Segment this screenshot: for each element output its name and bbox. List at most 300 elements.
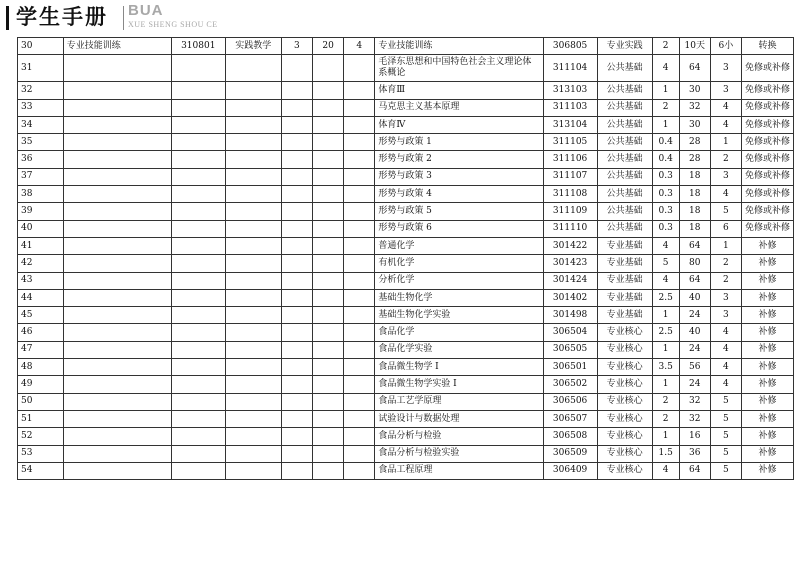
table-row <box>18 186 794 203</box>
conversion: 免修或补修 <box>741 116 793 133</box>
orig-hours <box>313 99 344 116</box>
conversion: 补修 <box>741 445 793 462</box>
page-header <box>6 3 306 33</box>
course-name: 食品微生物学 I <box>375 359 543 376</box>
orig-credit <box>281 186 312 203</box>
course-name: 食品化学 <box>375 324 543 341</box>
course-type: 公共基础 <box>597 116 652 133</box>
orig-course-name <box>63 272 171 289</box>
hours: 64 <box>679 272 710 289</box>
orig-credit <box>281 289 312 306</box>
course-type: 专业核心 <box>597 341 652 358</box>
orig-hours: 20 <box>313 38 344 55</box>
orig-hours <box>313 186 344 203</box>
orig-credit <box>281 324 312 341</box>
credit: 4 <box>652 237 679 254</box>
hours: 18 <box>679 220 710 237</box>
course-code: 311110 <box>543 220 597 237</box>
conversion: 转换 <box>741 38 793 55</box>
row-seq: 43 <box>18 272 64 289</box>
orig-course-type <box>225 116 281 133</box>
orig-course-code <box>171 462 225 479</box>
course-code: 306409 <box>543 462 597 479</box>
semester: 4 <box>710 376 741 393</box>
row-seq: 36 <box>18 151 64 168</box>
table-row <box>18 99 794 116</box>
course-type: 专业核心 <box>597 393 652 410</box>
orig-hours <box>313 237 344 254</box>
orig-credit <box>281 359 312 376</box>
hours: 56 <box>679 359 710 376</box>
conversion: 补修 <box>741 272 793 289</box>
orig-hours <box>313 116 344 133</box>
semester: 5 <box>710 428 741 445</box>
orig-credit <box>281 410 312 427</box>
orig-hours <box>313 82 344 99</box>
orig-hours <box>313 410 344 427</box>
orig-semester <box>344 462 375 479</box>
hours: 24 <box>679 307 710 324</box>
orig-credit <box>281 272 312 289</box>
hours: 32 <box>679 99 710 116</box>
orig-course-type <box>225 82 281 99</box>
row-seq: 46 <box>18 324 64 341</box>
orig-course-name <box>63 410 171 427</box>
orig-course-name <box>63 151 171 168</box>
orig-credit <box>281 220 312 237</box>
orig-course-code <box>171 168 225 185</box>
course-conversion-table <box>17 37 794 480</box>
row-seq: 33 <box>18 99 64 116</box>
credit: 2 <box>652 38 679 55</box>
orig-course-type <box>225 428 281 445</box>
orig-course-code <box>171 359 225 376</box>
hours: 40 <box>679 324 710 341</box>
row-seq: 40 <box>18 220 64 237</box>
orig-course-type <box>225 410 281 427</box>
orig-credit <box>281 203 312 220</box>
orig-semester <box>344 324 375 341</box>
row-seq: 35 <box>18 134 64 151</box>
orig-course-name <box>63 393 171 410</box>
orig-semester <box>344 186 375 203</box>
semester: 4 <box>710 186 741 203</box>
row-seq: 54 <box>18 462 64 479</box>
orig-course-name <box>63 307 171 324</box>
course-code: 311109 <box>543 203 597 220</box>
course-type: 专业核心 <box>597 359 652 376</box>
course-type: 专业基础 <box>597 289 652 306</box>
semester: 3 <box>710 307 741 324</box>
orig-course-type <box>225 237 281 254</box>
orig-course-code <box>171 272 225 289</box>
orig-hours <box>313 255 344 272</box>
orig-course-type <box>225 376 281 393</box>
orig-semester <box>344 272 375 289</box>
table-row <box>18 410 794 427</box>
credit: 1 <box>652 307 679 324</box>
orig-course-name <box>63 186 171 203</box>
conversion: 免修或补修 <box>741 55 793 82</box>
semester: 4 <box>710 341 741 358</box>
orig-course-name <box>63 445 171 462</box>
course-type: 专业实践 <box>597 38 652 55</box>
orig-semester <box>344 55 375 82</box>
header-logo: BUA <box>128 2 164 19</box>
conversion: 免修或补修 <box>741 203 793 220</box>
semester: 4 <box>710 359 741 376</box>
credit: 0.3 <box>652 203 679 220</box>
header-logo-subtitle: XUE SHENG SHOU CE <box>128 20 218 29</box>
orig-course-name <box>63 462 171 479</box>
course-code: 311106 <box>543 151 597 168</box>
course-code: 311107 <box>543 168 597 185</box>
course-name: 分析化学 <box>375 272 543 289</box>
table-row <box>18 255 794 272</box>
table-row <box>18 220 794 237</box>
header-title: 学生手册 <box>16 5 108 29</box>
orig-credit <box>281 134 312 151</box>
semester: 2 <box>710 255 741 272</box>
orig-semester <box>344 237 375 254</box>
table-row <box>18 341 794 358</box>
orig-course-name <box>63 255 171 272</box>
course-type: 专业核心 <box>597 324 652 341</box>
course-name: 专业技能训练 <box>375 38 543 55</box>
course-name: 食品工艺学原理 <box>375 393 543 410</box>
credit: 0.3 <box>652 186 679 203</box>
hours: 64 <box>679 237 710 254</box>
hours: 80 <box>679 255 710 272</box>
hours: 28 <box>679 151 710 168</box>
conversion: 补修 <box>741 462 793 479</box>
table-row <box>18 38 794 55</box>
orig-course-code <box>171 186 225 203</box>
course-type: 公共基础 <box>597 203 652 220</box>
course-name: 形势与政策 1 <box>375 134 543 151</box>
credit: 4 <box>652 272 679 289</box>
orig-semester <box>344 428 375 445</box>
conversion: 免修或补修 <box>741 82 793 99</box>
hours: 28 <box>679 134 710 151</box>
course-name: 食品分析与检验 <box>375 428 543 445</box>
table-row <box>18 55 794 82</box>
course-name: 试验设计与数据处理 <box>375 410 543 427</box>
hours: 64 <box>679 55 710 82</box>
course-code: 306501 <box>543 359 597 376</box>
hours: 18 <box>679 203 710 220</box>
table-row <box>18 393 794 410</box>
hours: 24 <box>679 376 710 393</box>
orig-course-type <box>225 168 281 185</box>
course-code: 311103 <box>543 99 597 116</box>
conversion: 免修或补修 <box>741 186 793 203</box>
header-bar <box>6 6 9 30</box>
orig-course-name <box>63 341 171 358</box>
orig-semester <box>344 168 375 185</box>
row-seq: 42 <box>18 255 64 272</box>
course-code: 306507 <box>543 410 597 427</box>
orig-course-name <box>63 289 171 306</box>
orig-semester <box>344 134 375 151</box>
orig-course-code <box>171 116 225 133</box>
conversion: 补修 <box>741 359 793 376</box>
orig-course-type <box>225 134 281 151</box>
orig-hours <box>313 134 344 151</box>
course-name: 基础生物化学实验 <box>375 307 543 324</box>
row-seq: 38 <box>18 186 64 203</box>
row-seq: 41 <box>18 237 64 254</box>
orig-hours <box>313 428 344 445</box>
semester: 6 <box>710 220 741 237</box>
course-name: 形势与政策 5 <box>375 203 543 220</box>
orig-credit <box>281 255 312 272</box>
row-seq: 50 <box>18 393 64 410</box>
course-code: 301422 <box>543 237 597 254</box>
orig-credit <box>281 237 312 254</box>
course-name: 马克思主义基本原理 <box>375 99 543 116</box>
credit: 0.4 <box>652 151 679 168</box>
conversion: 免修或补修 <box>741 168 793 185</box>
hours: 10天 <box>679 38 710 55</box>
hours: 32 <box>679 410 710 427</box>
orig-course-type <box>225 186 281 203</box>
orig-course-name <box>63 134 171 151</box>
row-seq: 49 <box>18 376 64 393</box>
course-name: 食品化学实验 <box>375 341 543 358</box>
course-code: 306509 <box>543 445 597 462</box>
semester: 4 <box>710 324 741 341</box>
semester: 5 <box>710 462 741 479</box>
semester: 4 <box>710 116 741 133</box>
credit: 1 <box>652 428 679 445</box>
orig-credit <box>281 116 312 133</box>
orig-course-name <box>63 237 171 254</box>
conversion: 补修 <box>741 237 793 254</box>
course-code: 301402 <box>543 289 597 306</box>
course-type: 专业核心 <box>597 410 652 427</box>
orig-course-name <box>63 376 171 393</box>
orig-course-name <box>63 168 171 185</box>
course-name: 食品微生物学实验 I <box>375 376 543 393</box>
table-row <box>18 151 794 168</box>
credit: 2.5 <box>652 289 679 306</box>
conversion: 补修 <box>741 324 793 341</box>
course-code: 311108 <box>543 186 597 203</box>
orig-course-type <box>225 445 281 462</box>
credit: 4 <box>652 55 679 82</box>
course-name: 普通化学 <box>375 237 543 254</box>
orig-semester <box>344 220 375 237</box>
orig-course-code <box>171 134 225 151</box>
orig-credit <box>281 307 312 324</box>
orig-hours <box>313 272 344 289</box>
orig-hours <box>313 168 344 185</box>
credit: 4 <box>652 462 679 479</box>
table-row <box>18 168 794 185</box>
orig-course-name <box>63 55 171 82</box>
conversion: 补修 <box>741 410 793 427</box>
course-type: 专业核心 <box>597 428 652 445</box>
course-code: 311104 <box>543 55 597 82</box>
credit: 1 <box>652 116 679 133</box>
credit: 1 <box>652 82 679 99</box>
course-type: 公共基础 <box>597 82 652 99</box>
hours: 30 <box>679 82 710 99</box>
orig-credit <box>281 168 312 185</box>
table-row <box>18 445 794 462</box>
orig-credit <box>281 341 312 358</box>
orig-course-type <box>225 151 281 168</box>
orig-hours <box>313 462 344 479</box>
course-type: 公共基础 <box>597 220 652 237</box>
course-type: 专业核心 <box>597 445 652 462</box>
orig-semester <box>344 289 375 306</box>
credit: 3.5 <box>652 359 679 376</box>
orig-semester <box>344 393 375 410</box>
credit: 1 <box>652 376 679 393</box>
course-type: 公共基础 <box>597 99 652 116</box>
semester: 1 <box>710 237 741 254</box>
course-name: 毛泽东思想和中国特色社会主义理论体系概论 <box>375 55 543 82</box>
orig-course-type <box>225 55 281 82</box>
orig-course-name <box>63 99 171 116</box>
conversion: 补修 <box>741 393 793 410</box>
orig-course-name <box>63 203 171 220</box>
orig-course-name <box>63 428 171 445</box>
orig-course-code <box>171 445 225 462</box>
orig-course-type <box>225 393 281 410</box>
orig-semester <box>344 99 375 116</box>
table-row <box>18 289 794 306</box>
table-row <box>18 116 794 133</box>
orig-course-type <box>225 359 281 376</box>
orig-semester <box>344 116 375 133</box>
orig-course-code <box>171 99 225 116</box>
orig-semester <box>344 376 375 393</box>
orig-credit <box>281 445 312 462</box>
course-code: 306506 <box>543 393 597 410</box>
orig-course-name <box>63 82 171 99</box>
credit: 2.5 <box>652 324 679 341</box>
row-seq: 51 <box>18 410 64 427</box>
orig-course-name <box>63 324 171 341</box>
orig-hours <box>313 445 344 462</box>
orig-semester: 4 <box>344 38 375 55</box>
hours: 24 <box>679 341 710 358</box>
course-type: 专业基础 <box>597 272 652 289</box>
credit: 1.5 <box>652 445 679 462</box>
table-row <box>18 359 794 376</box>
course-type: 公共基础 <box>597 186 652 203</box>
header-divider <box>123 6 124 30</box>
orig-course-type: 实践教学 <box>225 38 281 55</box>
orig-course-code <box>171 151 225 168</box>
course-code: 306504 <box>543 324 597 341</box>
semester: 3 <box>710 168 741 185</box>
orig-course-type <box>225 324 281 341</box>
course-name: 形势与政策 4 <box>375 186 543 203</box>
orig-course-code <box>171 428 225 445</box>
orig-semester <box>344 359 375 376</box>
orig-course-name <box>63 116 171 133</box>
credit: 0.3 <box>652 168 679 185</box>
course-type: 公共基础 <box>597 55 652 82</box>
orig-credit: 3 <box>281 38 312 55</box>
course-name: 形势与政策 2 <box>375 151 543 168</box>
orig-semester <box>344 255 375 272</box>
orig-course-type <box>225 272 281 289</box>
course-type: 专业核心 <box>597 376 652 393</box>
orig-course-code <box>171 55 225 82</box>
conversion: 补修 <box>741 255 793 272</box>
table-row <box>18 134 794 151</box>
course-name: 食品分析与检验实验 <box>375 445 543 462</box>
credit: 1 <box>652 341 679 358</box>
course-name: 体育Ⅳ <box>375 116 543 133</box>
orig-course-type <box>225 203 281 220</box>
orig-semester <box>344 82 375 99</box>
conversion: 补修 <box>741 376 793 393</box>
orig-course-code <box>171 237 225 254</box>
orig-course-code <box>171 289 225 306</box>
orig-course-type <box>225 462 281 479</box>
orig-credit <box>281 99 312 116</box>
orig-hours <box>313 324 344 341</box>
credit: 2 <box>652 393 679 410</box>
orig-hours <box>313 393 344 410</box>
orig-course-type <box>225 220 281 237</box>
orig-hours <box>313 203 344 220</box>
orig-credit <box>281 151 312 168</box>
orig-credit <box>281 462 312 479</box>
orig-hours <box>313 289 344 306</box>
orig-course-name <box>63 359 171 376</box>
course-name: 食品工程原理 <box>375 462 543 479</box>
course-code: 301424 <box>543 272 597 289</box>
orig-hours <box>313 359 344 376</box>
semester: 2 <box>710 272 741 289</box>
course-type: 专业基础 <box>597 255 652 272</box>
table-row <box>18 324 794 341</box>
semester: 4 <box>710 99 741 116</box>
course-code: 311105 <box>543 134 597 151</box>
orig-hours <box>313 151 344 168</box>
table-row <box>18 237 794 254</box>
orig-semester <box>344 341 375 358</box>
credit: 0.3 <box>652 220 679 237</box>
course-code: 306505 <box>543 341 597 358</box>
orig-course-code <box>171 376 225 393</box>
course-name: 体育Ⅲ <box>375 82 543 99</box>
orig-course-type <box>225 289 281 306</box>
orig-course-code <box>171 220 225 237</box>
conversion: 免修或补修 <box>741 220 793 237</box>
hours: 36 <box>679 445 710 462</box>
conversion: 补修 <box>741 428 793 445</box>
semester: 3 <box>710 82 741 99</box>
table-row <box>18 376 794 393</box>
orig-course-code <box>171 410 225 427</box>
orig-credit <box>281 393 312 410</box>
table-row <box>18 307 794 324</box>
course-type: 专业基础 <box>597 237 652 254</box>
hours: 32 <box>679 393 710 410</box>
table-row <box>18 272 794 289</box>
orig-semester <box>344 410 375 427</box>
orig-hours <box>313 220 344 237</box>
course-name: 有机化学 <box>375 255 543 272</box>
